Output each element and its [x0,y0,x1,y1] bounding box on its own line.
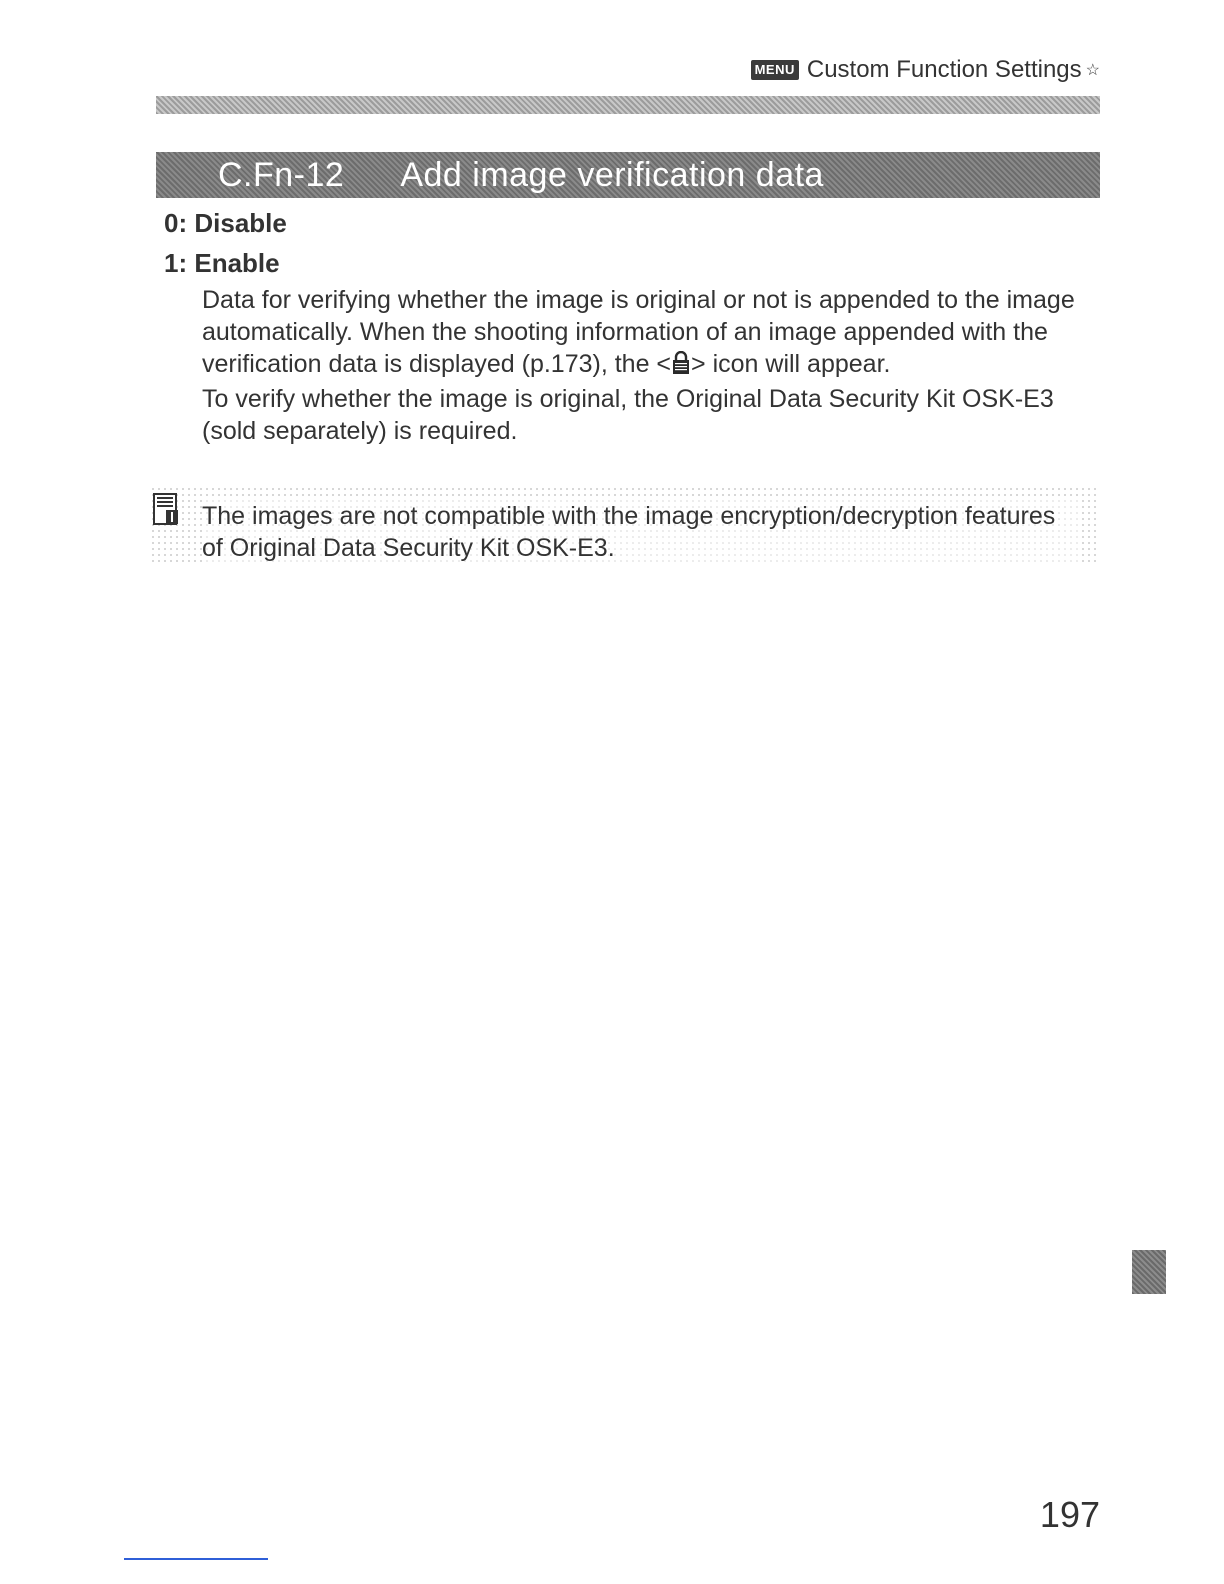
section-name: Add image verification data [400,155,824,194]
description-text-after-icon: > icon will appear. [691,350,891,378]
note-icon [152,492,182,533]
footer-line [124,1558,268,1560]
lock-icon [672,351,690,383]
header-title: Custom Function Settings [806,56,1082,83]
option-key: 1: [164,248,188,278]
menu-icon: MENU [751,60,799,80]
page-header [751,56,1100,84]
header-rule [156,96,1100,114]
description-paragraph-2: To verify whether the image is original, the Original Data Security Kit OSK-E3 (sold separately) is required. [202,385,1054,445]
star-icon: ☆ [1085,62,1100,79]
section-title-bar [156,152,1100,198]
option-description [202,284,1102,447]
option-enable [164,248,280,279]
option-label: Enable [194,248,280,278]
section-code: C.Fn-12 [218,155,345,194]
option-key: 0: [164,208,188,238]
note-text: The images are not compatible with the image encryption/decryption features of Original Data Security Kit OSK-E3. [202,500,1082,564]
option-label: Disable [194,208,287,238]
description-text-before-icon: Data for verifying whether the image is original or not is appended to the image automatically. When the shooting information of an image appended with the verification data is displayed (p.173), the < [202,286,1075,378]
option-disable [164,208,287,239]
note-box [150,486,1100,564]
page-number: 197 [1039,1494,1100,1535]
chapter-tab [1132,1250,1166,1294]
description-paragraph-1 [202,284,1102,383]
